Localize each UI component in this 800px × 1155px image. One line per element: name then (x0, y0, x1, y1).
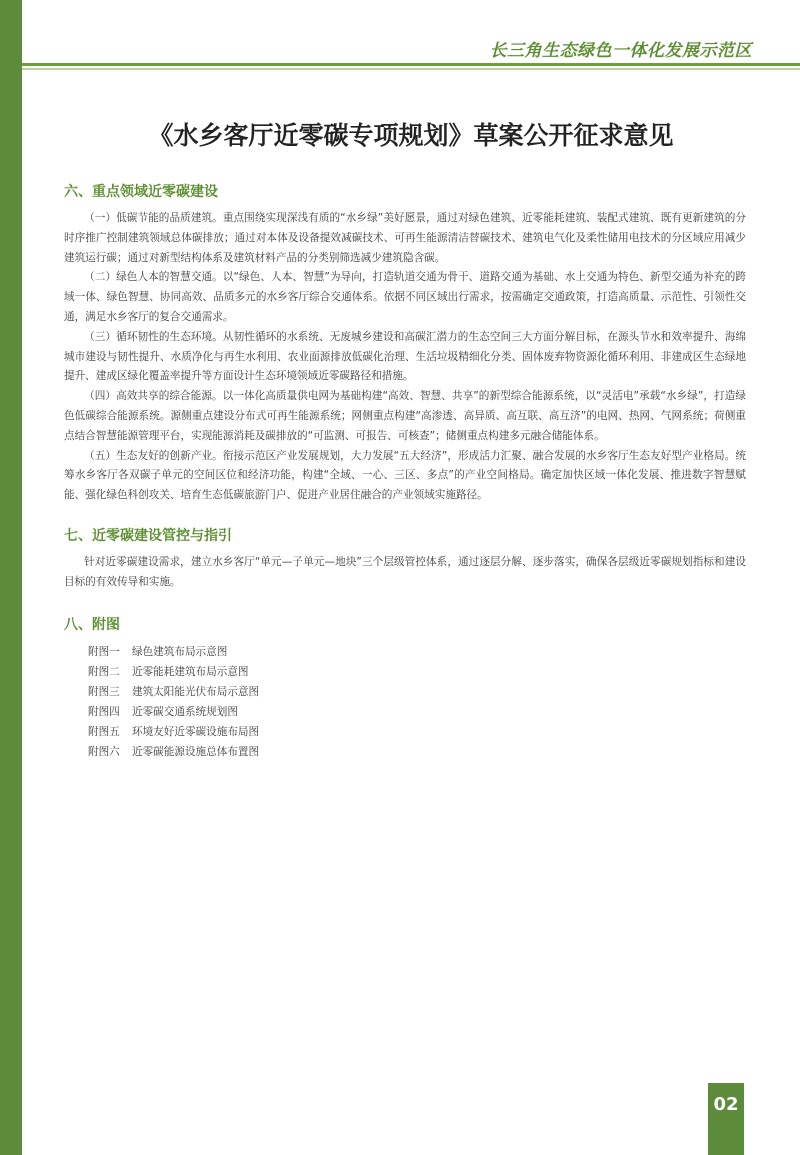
list-item (64, 682, 746, 702)
paragraph-transport: （二）绿色人本的智慧交通。以“绿色、人本、智慧”为导向，打造轨道交通为骨干、道路交通为基础、水上交通为特色、新型交通为补充的跨域一体、绿色智慧、协同高效、品质多元的水乡客厅综合交通体系。依据不同区域出行需求，按需确定交通政策，打造高质量、示范性、引领性交通，满足水乡客厅的复合交通需求。 (64, 271, 746, 323)
section-heading: 八、附图 (64, 616, 120, 633)
header-title: 长三角生态绿色一体化发展示范区 (489, 41, 752, 61)
figure-title: 建筑太阳能光伏布局示意图 (132, 685, 260, 698)
list-item (64, 742, 746, 762)
figure-number: 附图五 (88, 725, 120, 738)
section-heading: 七、近零碳建设管控与指引 (64, 527, 232, 544)
figure-title: 环境友好近零碳设施布局图 (132, 725, 260, 738)
list-item (64, 702, 746, 722)
figure-number: 附图一 (88, 645, 120, 658)
section-key-areas (64, 182, 746, 506)
figure-title: 绿色建筑布局示意图 (132, 645, 228, 658)
header-rule (22, 63, 800, 66)
section-control-guidance (64, 526, 746, 593)
list-item (64, 662, 746, 682)
paragraph-industry: （五）生态友好的创新产业。衔接示范区产业发展规划，大力发展“五大经济”，形成活力汇聚、融合发展的水乡客厅生态友好型产业格局。统筹水乡客厅各双碳子单元的空间区位和经济功能，构建“全域、一心、三区、多点”的产业空间格局。确定加快区域一体化发展、推进数字智慧赋能、强化绿色科创攻关、培育生态低碳旅游门户、促进产业居住融合的产业领域实施路径。 (64, 449, 746, 502)
figure-list (64, 642, 746, 762)
header-rule-light (22, 68, 800, 70)
left-accent-bar (0, 0, 22, 1155)
figure-title: 近零碳交通系统规划图 (132, 705, 238, 718)
section-figures (64, 615, 746, 762)
section-heading: 六、重点领域近零碳建设 (64, 184, 218, 200)
paragraph-control: 针对近零碳建设需求，建立水乡客厅“单元—子单元—地块”三个层级管控体系，通过逐层分解、逐步落实，确保各层级近零碳规划指标和建设目标的有效传导和实施。 (64, 555, 746, 588)
paragraph-energy: （四）高效共享的综合能源。以一体化高质量供电网为基础构建“高效、智慧、共享”的新型综合能源系统，以“灵活电”承载“水乡绿”，打造绿色低碳综合能源系统。源侧重点建设分布式可再生能源系统；网侧重点构建“高渗透、高异质、高互联、高互济”的电网、热网、气网系统；荷侧重点结合智慧能源管理平台，实现能源消耗及碳排放的“可监测、可报告、可核查”；储侧重点构建多元融合储能体系。 (64, 390, 746, 442)
figure-title: 近零碳能源设施总体布置图 (132, 745, 260, 758)
page-number: 02 (708, 1083, 744, 1155)
figure-number: 附图六 (88, 745, 120, 758)
figure-number: 附图二 (88, 665, 120, 678)
document-body (64, 182, 746, 762)
document-title: 《水乡客厅近零碳专项规划》草案公开征求意见 (148, 121, 674, 150)
list-item (64, 722, 746, 742)
figure-number: 附图四 (88, 705, 120, 718)
figure-title: 近零能耗建筑布局示意图 (132, 665, 249, 678)
list-item (64, 642, 746, 662)
paragraph-ecology: （三）循环韧性的生态环境。从韧性循环的水系统、无废城乡建设和高碳汇潜力的生态空间三大方面分解目标，在源头节水和效率提升、海绵城市建设与韧性提升、水质净化与再生水利用、农业面源排放低碳化治理、生活垃圾精细化分类、固体废弃物资源化循环利用、非建成区生态绿地提升、建成区绿化覆盖率提升等方面设计生态环境领域近零碳路径和措施。 (64, 330, 746, 383)
figure-number: 附图三 (88, 685, 120, 698)
paragraph-buildings: （一）低碳节能的品质建筑。重点围绕实现深浅有质的“水乡绿”美好愿景，通过对绿色建筑、近零能耗建筑、装配式建筑、既有更新建筑的分时序推广控制建筑领域总体碳排放；通过对本体及设备提效减碳技术、可再生能源清洁替碳技术、建筑电气化及柔性储用电技术的分区域应用减少建筑运行碳；通过对新型结构体系及建筑材料产品的分类别筛选减少建筑隐含碳。 (64, 212, 746, 264)
